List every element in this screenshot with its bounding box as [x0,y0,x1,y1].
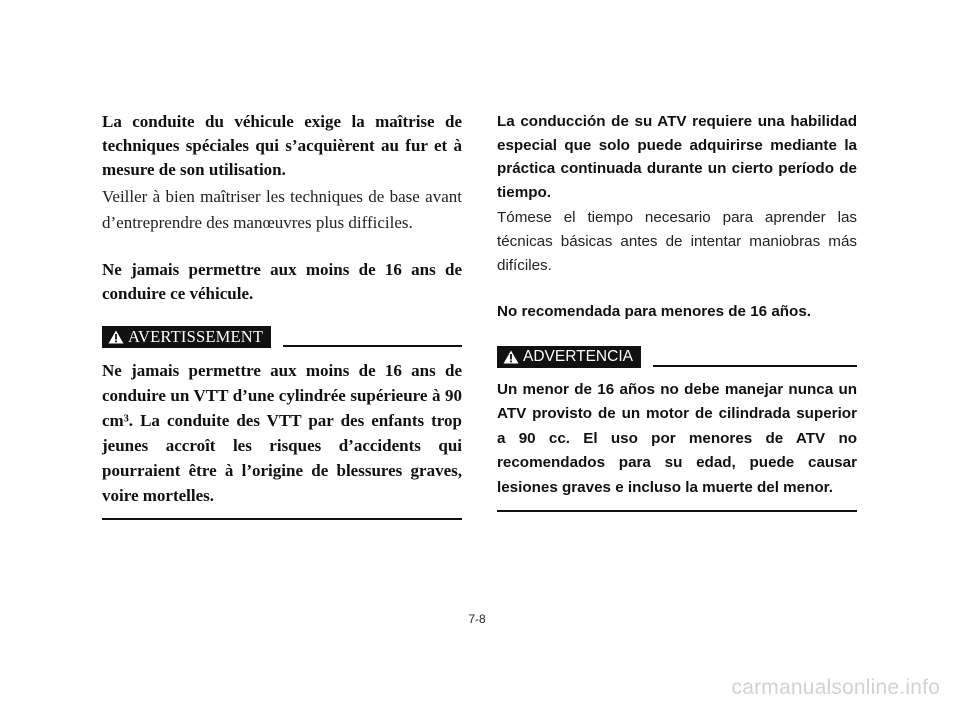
warning-label-text: ADVERTENCIA [523,347,633,365]
french-warning-text: Ne jamais permettre aux moins de 16 ans de conduire un VTT d’une cylindrée supérieure à 90 cm³. La conduite des VTT par des enfants trop jeunes accroît les risques d’accidents qui pourraient être à l’origine de blessures graves, voire mortelles. [102,361,462,505]
warning-triangle-icon [503,350,519,364]
warning-rule [653,365,857,367]
french-intro-text: Veiller à bien maîtriser les techniques de base avant d’entreprendre des manœuvres plus difficiles. [102,187,462,232]
warning-label-badge [497,346,641,368]
spanish-intro-bold: La conducción de su ATV requiere una habilidad especial que solo puede adquirirse mediante la práctica continuada durante un cierto período de tiempo. [497,113,857,201]
warning-label-badge [102,326,271,348]
spanish-warning-text: Un menor de 16 años no debe manejar nunca un ATV provisto de un motor de cilindrada superior a 90 cc. El uso por menores de ATV no recomendados para su edad, puede causar lesiones graves e incluso la muerte del menor. [497,380,857,496]
french-age-notice: Ne jamais permettre aux moins de 16 ans de conduire ce véhicule. [102,260,462,303]
warning-rule [283,345,462,347]
french-column [102,110,462,520]
warning-triangle-icon [108,330,124,344]
warning-label-text: AVERTISSEMENT [128,327,264,346]
spanish-age-notice: No recomendada para menores de 16 años. [497,303,811,320]
spanish-warning-header [497,346,857,368]
spanish-column [497,110,857,512]
french-warning-header [102,326,462,348]
page-number [0,612,960,626]
french-bottom-rule [102,518,462,520]
french-intro-bold: La conduite du véhicule exige la maîtrise de techniques spéciales qui s’acquièrent au fur et à mesure de son utilisation. [102,112,462,179]
spanish-intro-text: Tómese el tiempo necesario para aprender las técnicas básicas antes de intentar maniobras más difíciles. [497,209,857,274]
spanish-bottom-rule [497,510,857,512]
page-number-text: 7-8 [468,612,486,626]
watermark: carmanualsonline.info [731,676,940,699]
